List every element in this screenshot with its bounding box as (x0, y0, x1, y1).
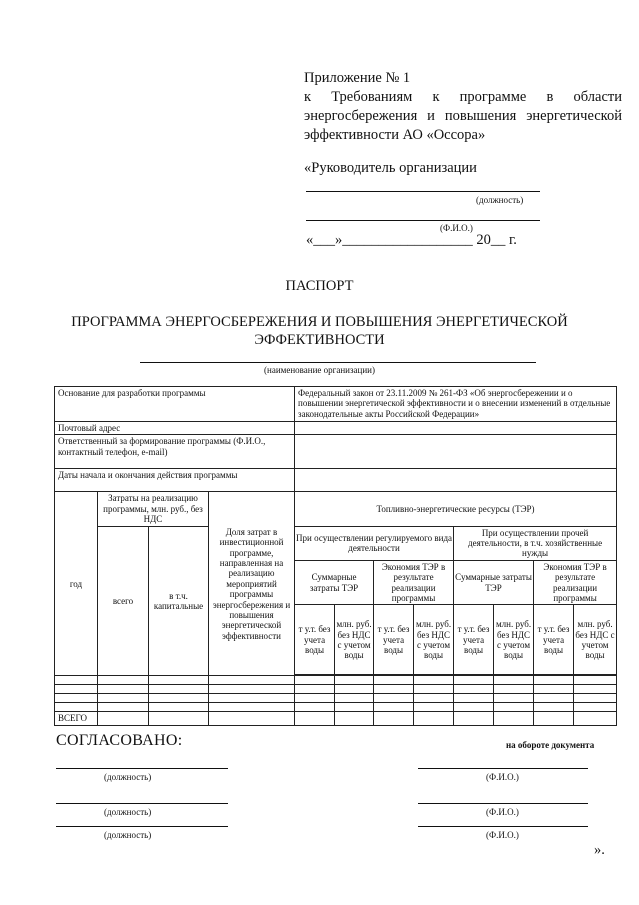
unit-rub-3: млн. руб. без НДС с учетом воды (494, 605, 534, 675)
regulated-header: При осуществлении регулируемого вида деятельности (295, 526, 454, 560)
oth-sum-costs-header: Суммарные затраты ТЭР (454, 560, 534, 605)
share-header: Доля затрат в инвестиционной программе, направленная на реализацию мероприятий программы энергосбережения и повышения энергетической эффективности (209, 492, 295, 676)
postal-label: Почтовый адрес (55, 422, 295, 435)
position-caption: (должность) (476, 195, 524, 205)
approval-head: «Руководитель организации (304, 160, 477, 176)
reg-sum-costs-header: Суммарные затраты ТЭР (295, 560, 374, 605)
year-header: год (55, 492, 98, 676)
unit-rub-1: млн. руб. без НДС с учетом воды (335, 605, 374, 675)
total-header: всего (98, 526, 149, 676)
table-row (55, 685, 617, 694)
position-signature-line (306, 191, 540, 192)
agreed-fio-line-1 (418, 768, 588, 769)
oth-economy-header: Экономия ТЭР в результате реализации программы (534, 560, 617, 605)
fio-signature-line (306, 220, 540, 221)
appendix-line-3: энергосбережения и повышения энергетической (304, 108, 622, 124)
dates-label: Даты начала и окончания действия программы (55, 469, 295, 492)
dates-value (295, 469, 617, 492)
agreed-position-line-2 (56, 803, 228, 804)
appendix-line-2: к Требованиям к программе в области (304, 89, 622, 105)
fio-caption: (Ф.И.О.) (440, 223, 473, 233)
appendix-line-4: эффективности АО «Оссора» (304, 127, 486, 143)
table-row (55, 676, 617, 685)
unit-rub-4: млн. руб. без НДС с учетом воды (574, 605, 617, 675)
unit-rub-2: млн. руб. без НДС с учетом воды (414, 605, 454, 675)
other-header: При осуществлении прочей деятельности, в т.ч. хозяйственные нужды (454, 526, 617, 560)
org-name-line (140, 362, 536, 363)
appendix-number: Приложение № 1 (304, 70, 411, 86)
ter-header: Топливно-энергетические ресурсы (ТЭР) (295, 492, 617, 526)
responsible-label: Ответственный за формирование программы (Ф.И.О., контактный телефон, e-mail) (55, 435, 295, 469)
total-row (55, 712, 617, 725)
agreed-note: на обороте документа (506, 740, 595, 750)
table-row (55, 694, 617, 703)
agreed-position-caption-2: (должность) (104, 807, 152, 817)
responsible-value (295, 435, 617, 469)
agreed-fio-caption-3: (Ф.И.О.) (486, 830, 519, 840)
agreed-fio-caption-2: (Ф.И.О.) (486, 807, 519, 817)
postal-value (295, 422, 617, 435)
unit-t-1: т у.т. без учета воды (295, 605, 335, 675)
agreed-position-caption-1: (должность) (104, 772, 152, 782)
reg-economy-header: Экономия ТЭР в результате реализации программы (374, 560, 454, 605)
unit-t-3: т у.т. без учета воды (454, 605, 494, 675)
approval-date-line: «___»__________________ 20__ г. (306, 232, 517, 248)
program-title-line-1: ПРОГРАММА ЭНЕРГОСБЕРЕЖЕНИЯ И ПОВЫШЕНИЯ ЭНЕРГЕТИЧЕСКОЙ (71, 314, 568, 330)
closing-quote: ». (594, 842, 605, 858)
agreed-position-caption-3: (должность) (104, 830, 152, 840)
basis-value: Федеральный закон от 23.11.2009 № 261-ФЗ «Об энергосбережении и о повышении энергетической эффективности и о внесении изменений в отдельные законодательные акты Российской Федерации» (295, 387, 617, 422)
unit-t-4: т у.т. без учета воды (534, 605, 574, 675)
capital-header: в т.ч. капитальные (149, 526, 209, 676)
basis-label: Основание для разработки программы (55, 387, 295, 422)
org-name-caption: (наименование организации) (264, 365, 375, 375)
agreed-title: СОГЛАСОВАНО: (56, 732, 183, 749)
agreed-fio-line-2 (418, 803, 588, 804)
passport-table (54, 386, 617, 726)
unit-t-2: т у.т. без учета воды (374, 605, 414, 675)
table-row (55, 703, 617, 712)
appendix-block (304, 69, 622, 145)
agreed-position-line-1 (56, 768, 228, 769)
passport-title: ПАСПОРТ (285, 278, 354, 294)
costs-header: Затраты на реализацию программы, млн. руб., без НДС (98, 492, 209, 526)
program-title (0, 313, 639, 349)
total-row-label: ВСЕГО (55, 712, 98, 725)
agreed-position-line-3 (56, 826, 228, 827)
program-title-line-2: ЭФФЕКТИВНОСТИ (254, 332, 385, 348)
agreed-fio-line-3 (418, 826, 588, 827)
agreed-fio-caption-1: (Ф.И.О.) (486, 772, 519, 782)
